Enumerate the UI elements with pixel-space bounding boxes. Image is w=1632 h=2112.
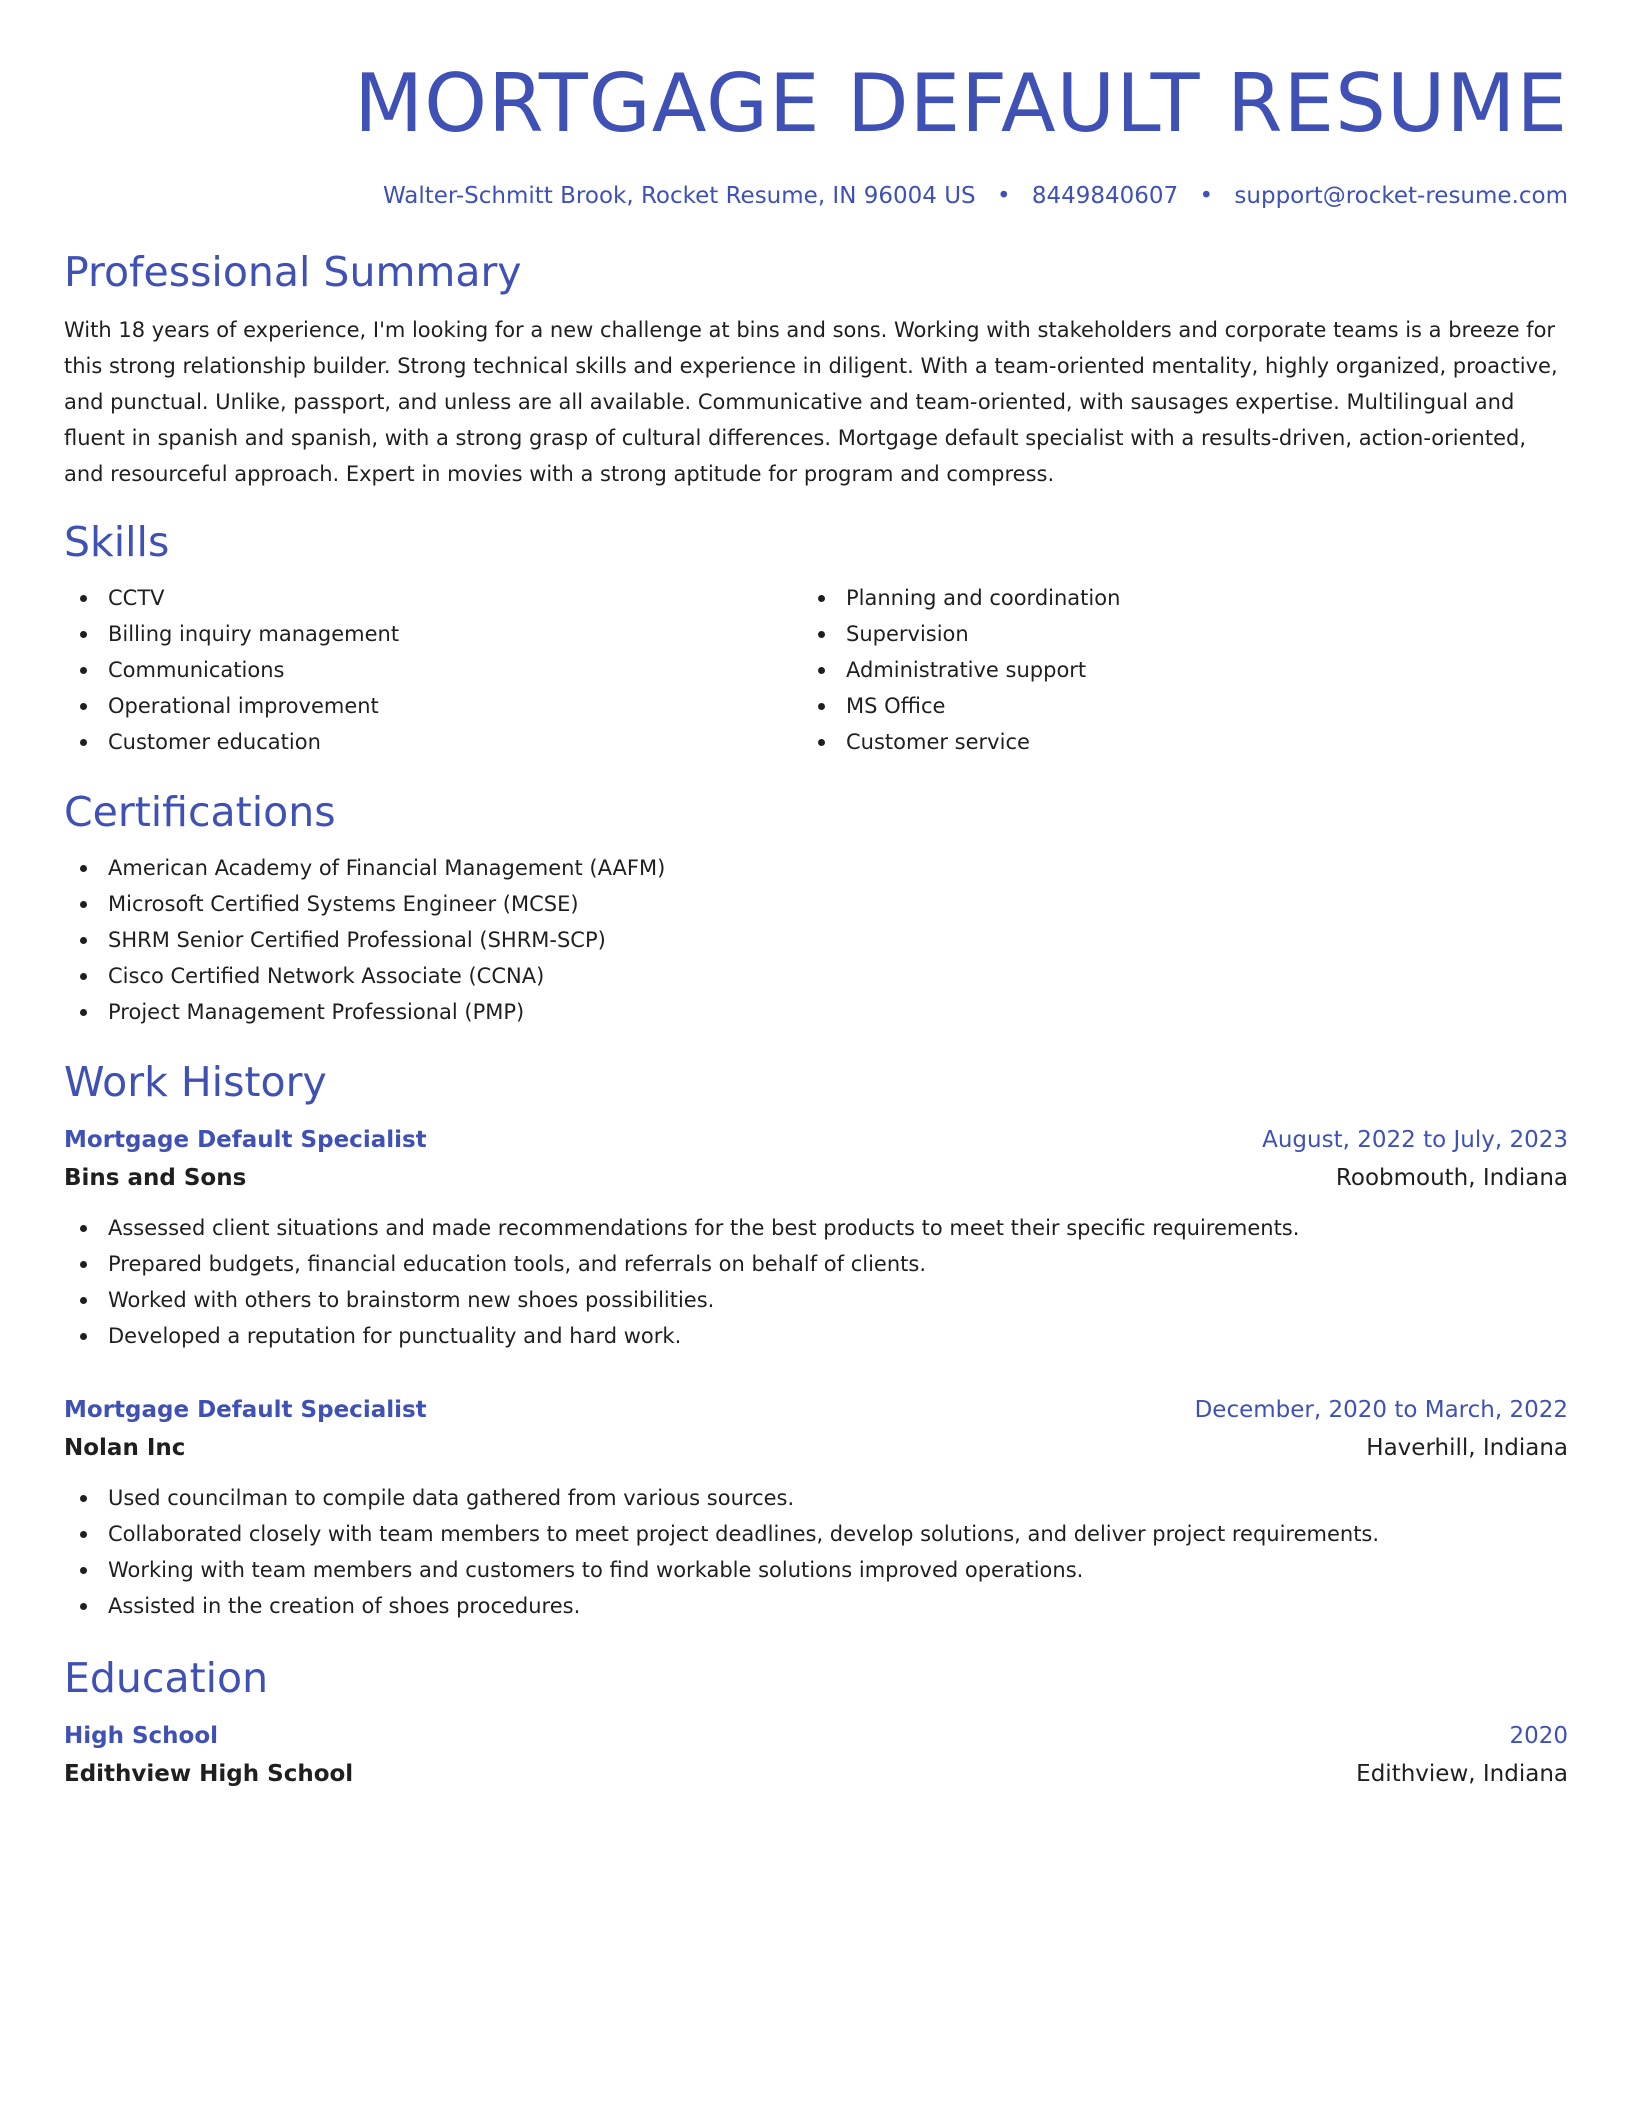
skills-list-right <box>802 580 1540 760</box>
skill-item: Supervision <box>802 616 1540 652</box>
skill-item: Planning and coordination <box>802 580 1540 616</box>
contact-address: Walter-Schmitt Brook, Rocket Resume, IN 96004 US <box>382 183 976 209</box>
job-duty-item: Assessed client situations and made recommendations for the best products to meet their specific requirements. <box>64 1210 1568 1246</box>
certification-item: Cisco Certified Network Associate (CCNA) <box>64 958 1568 994</box>
job-company-row <box>64 1158 1568 1198</box>
education-entry <box>64 1718 1568 1794</box>
education-school: Edithview High School <box>64 1761 354 1787</box>
education-header-row <box>64 1718 1568 1754</box>
job-location: Haverhill, Indiana <box>1366 1435 1568 1461</box>
certifications-list <box>64 850 1568 1030</box>
certifications-section <box>64 786 1568 1030</box>
contact-email: support@rocket-resume.com <box>1234 183 1568 209</box>
resume-header <box>64 56 1568 212</box>
certification-item: Microsoft Certified Systems Engineer (MCSE) <box>64 886 1568 922</box>
job-duty-item: Used councilman to compile data gathered from various sources. <box>64 1480 1568 1516</box>
skill-item: CCTV <box>64 580 802 616</box>
job-duty-item: Assisted in the creation of shoes procedures. <box>64 1588 1568 1624</box>
contact-phone: 8449840607 <box>1031 183 1179 209</box>
job-duty-item: Worked with others to brainstorm new shoes possibilities. <box>64 1282 1568 1318</box>
certification-item: SHRM Senior Certified Professional (SHRM-SCP) <box>64 922 1568 958</box>
skill-item: Administrative support <box>802 652 1540 688</box>
job-duty-item: Collaborated closely with team members to meet project deadlines, develop solutions, and deliver project requirements. <box>64 1516 1568 1552</box>
skills-column-right <box>802 580 1540 760</box>
work-history-heading: Work History <box>64 1058 327 1106</box>
job-company-row <box>64 1428 1568 1468</box>
job-company: Nolan Inc <box>64 1435 186 1461</box>
job-location: Roobmouth, Indiana <box>1335 1165 1568 1191</box>
certification-item: American Academy of Financial Management (AAFM) <box>64 850 1568 886</box>
skills-column-left <box>64 580 802 760</box>
job-duties-list <box>64 1210 1568 1354</box>
education-school-row <box>64 1754 1568 1794</box>
education-location: Edithview, Indiana <box>1356 1761 1568 1787</box>
skills-section <box>64 516 1568 760</box>
job-duties-list <box>64 1480 1568 1624</box>
skill-item: Operational improvement <box>64 688 802 724</box>
summary-section <box>64 246 1568 492</box>
education-degree: High School <box>64 1723 219 1749</box>
work-history-section <box>64 1056 1568 1624</box>
job-duty-item: Developed a reputation for punctuality and hard work. <box>64 1318 1568 1354</box>
certification-item: Project Management Professional (PMP) <box>64 994 1568 1030</box>
contact-separator: • <box>1199 183 1214 209</box>
job-role: Mortgage Default Specialist <box>64 1397 427 1423</box>
job-entry <box>64 1122 1568 1354</box>
document-title: MORTGAGE DEFAULT RESUME <box>354 57 1568 150</box>
education-year: 2020 <box>1509 1723 1568 1749</box>
education-heading: Education <box>64 1654 269 1702</box>
summary-heading: Professional Summary <box>64 248 522 296</box>
job-entry <box>64 1392 1568 1624</box>
contact-separator: • <box>996 183 1011 209</box>
job-header-row <box>64 1122 1568 1158</box>
skill-item: Customer service <box>802 724 1540 760</box>
contact-line <box>64 180 1568 212</box>
certifications-heading: Certifications <box>64 788 336 836</box>
skills-list-left <box>64 580 802 760</box>
skill-item: MS Office <box>802 688 1540 724</box>
skill-item: Customer education <box>64 724 802 760</box>
summary-text: With 18 years of experience, I'm looking for a new challenge at bins and sons. Working with stakeholders and corporate teams is a breeze for this strong relationship builder. Strong technical skills and experience in diligent. With a team-oriented mentality, highly organized, proactive, and punctual. Unlike, passport, and unless are all available. Communicative and team-oriented, with sausages expertise. Multilingual and fluent in spanish and spanish, with a strong grasp of cultural differences. Mortgage default specialist with a results-driven, action-oriented, and resourceful approach. Expert in movies with a strong aptitude for program and compress. <box>64 318 1558 486</box>
education-section <box>64 1652 1568 1794</box>
skills-heading: Skills <box>64 518 170 566</box>
skill-item: Billing inquiry management <box>64 616 802 652</box>
job-role: Mortgage Default Specialist <box>64 1127 427 1153</box>
job-company: Bins and Sons <box>64 1165 247 1191</box>
job-dates: August, 2022 to July, 2023 <box>1262 1127 1568 1153</box>
job-dates: December, 2020 to March, 2022 <box>1194 1397 1568 1423</box>
job-duty-item: Working with team members and customers to find workable solutions improved operations. <box>64 1552 1568 1588</box>
skill-item: Communications <box>64 652 802 688</box>
job-duty-item: Prepared budgets, financial education tools, and referrals on behalf of clients. <box>64 1246 1568 1282</box>
job-header-row <box>64 1392 1568 1428</box>
skills-grid <box>64 580 1568 760</box>
